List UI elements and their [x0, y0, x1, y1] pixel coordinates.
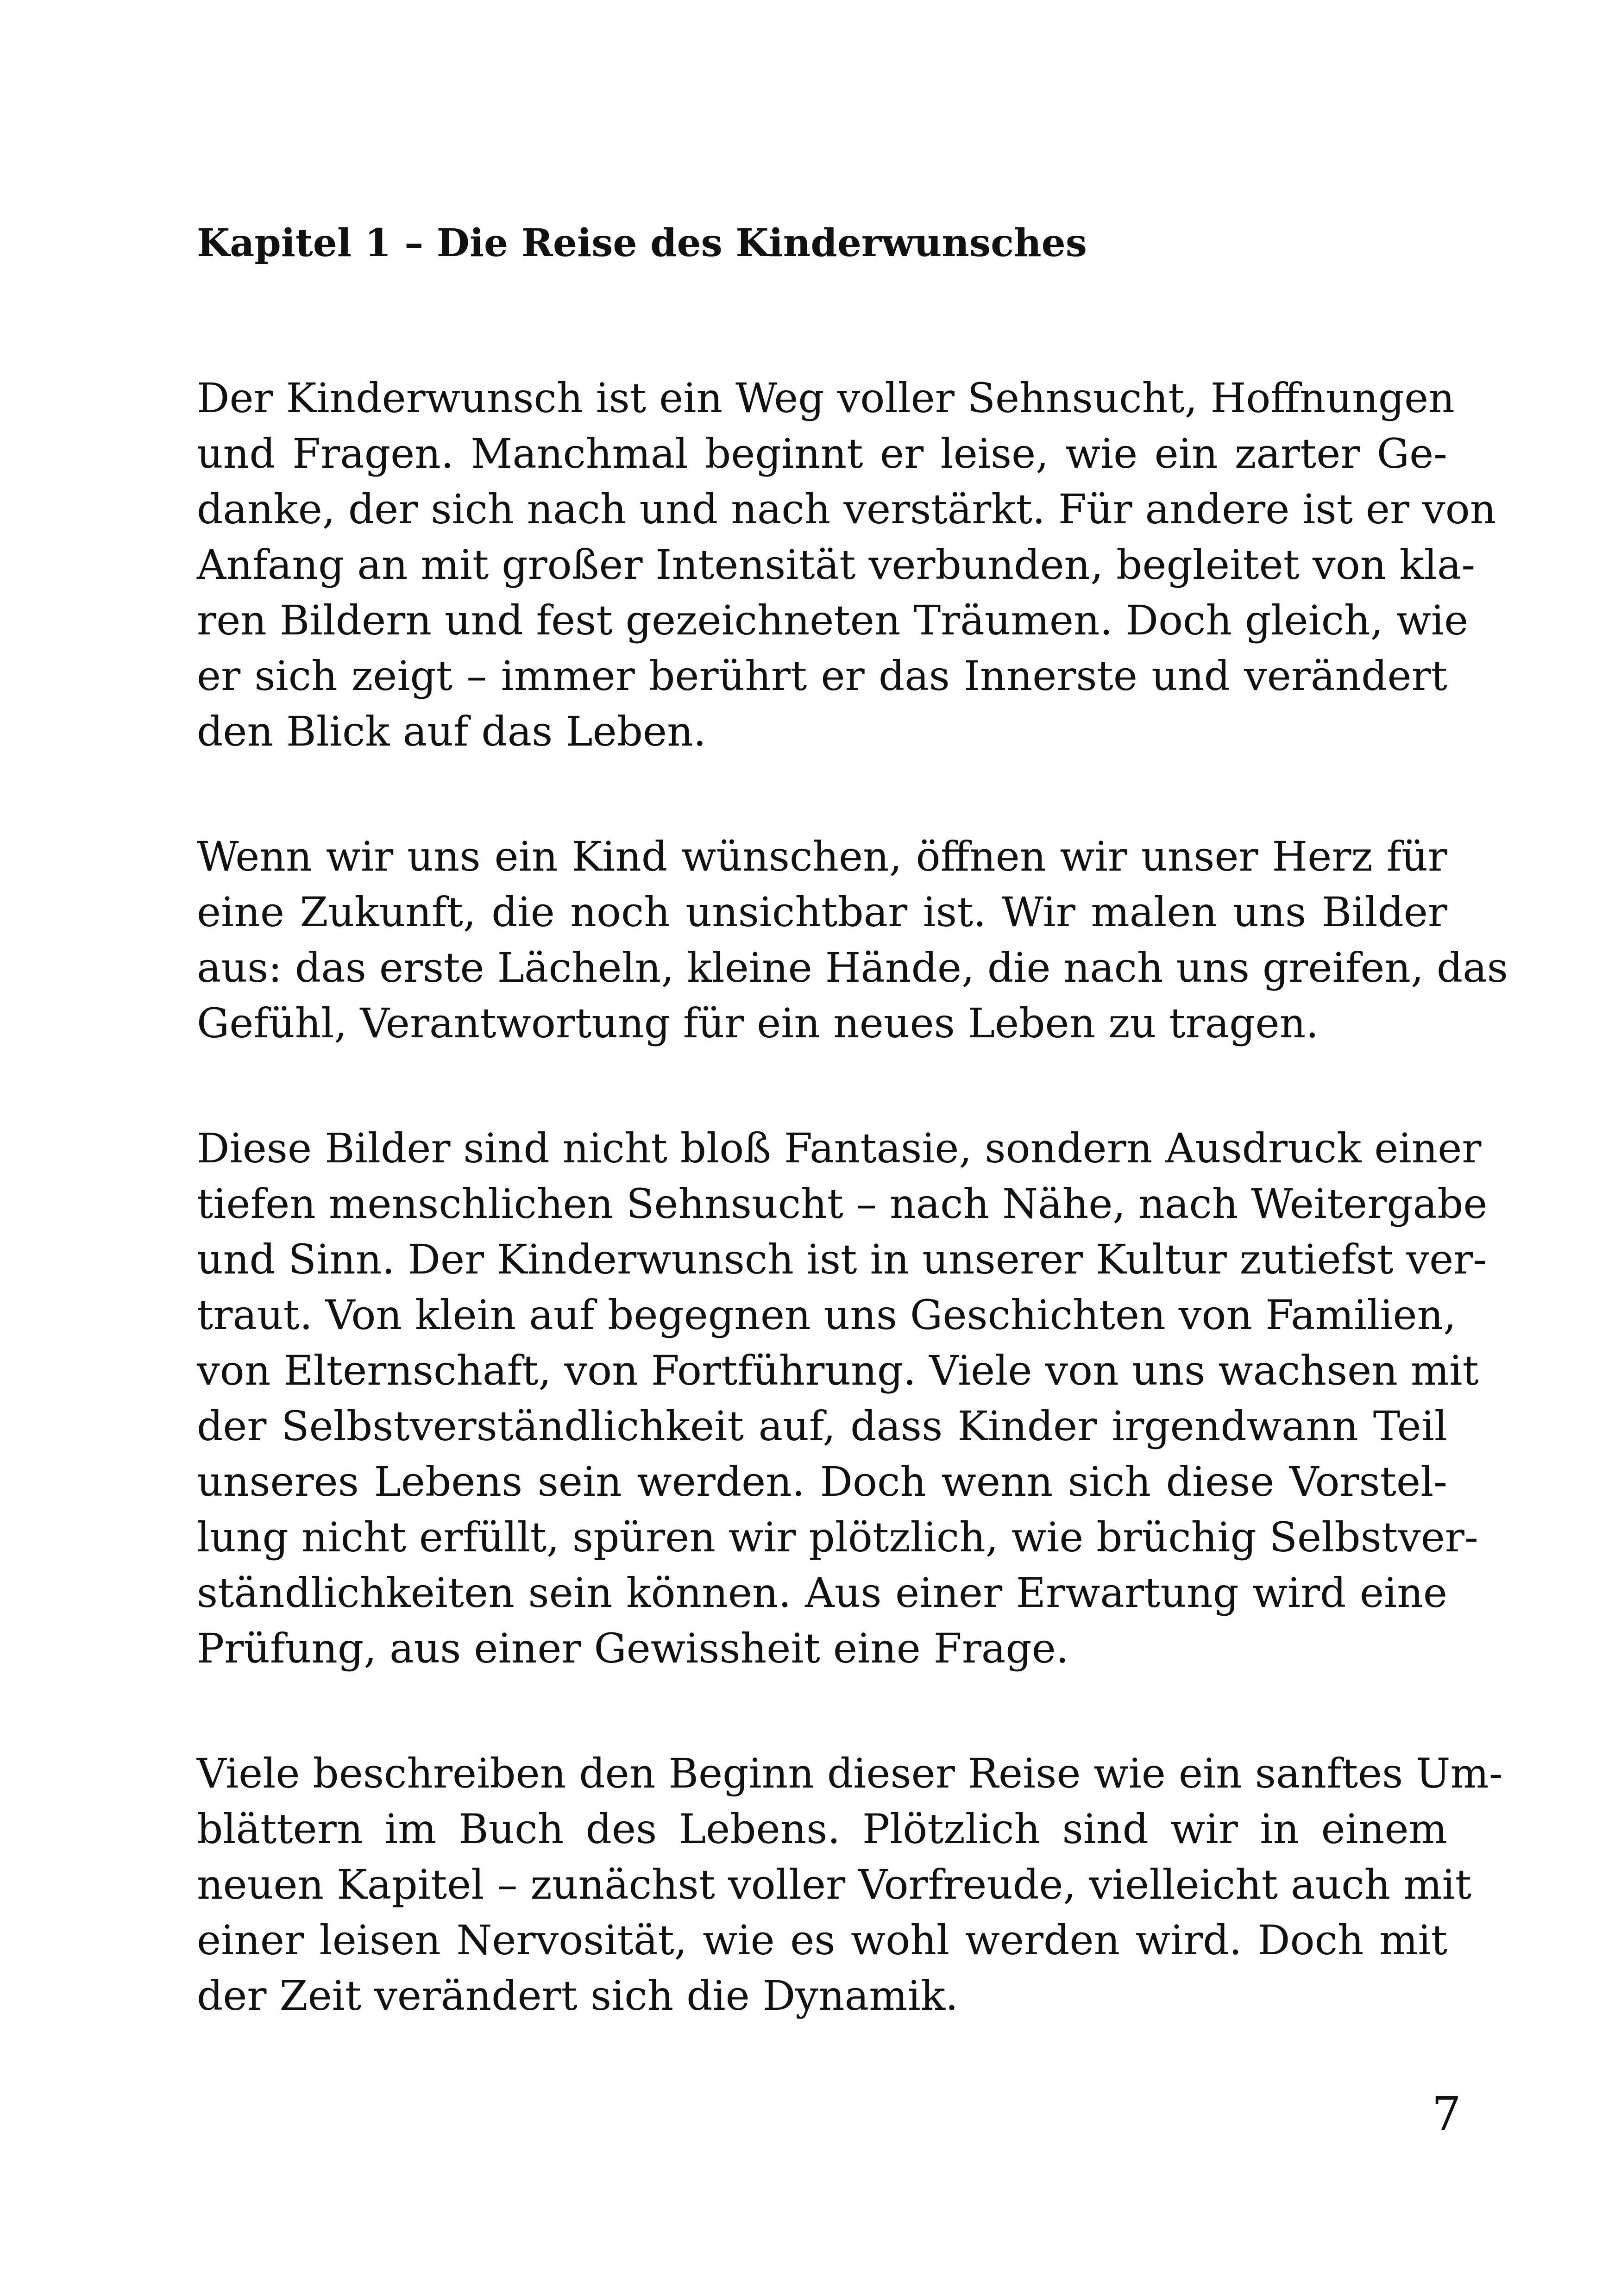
text-line: Anfang an mit großer Intensität verbunden, begleitet von kla- [197, 541, 1476, 589]
text-line: Prüfung, aus einer Gewissheit eine Frage. [197, 1625, 1069, 1672]
body-text [197, 370, 1508, 2024]
text-line: und Fragen. Manchmal beginnt er leise, wie ein zarter Ge- [197, 430, 1447, 477]
paragraph-2 [197, 829, 1508, 1051]
text-line: ständlichkeiten sein können. Aus einer Erwartung wird eine [197, 1569, 1447, 1617]
text-line: neuen Kapitel – zunächst voller Vorfreude, vielleicht auch mit [197, 1861, 1472, 1908]
text-line: der Zeit verändert sich die Dynamik. [197, 1972, 959, 2020]
text-line: blättern im Buch des Lebens. Plötzlich sind wir in einem [197, 1805, 1447, 1853]
page-number: 7 [1432, 2087, 1461, 2141]
text-line: tiefen menschlichen Sehnsucht – nach Nähe, nach Weitergabe [197, 1180, 1488, 1228]
chapter-title: Kapitel 1 – Die Reise des Kinderwunsches [197, 221, 1087, 265]
text-line: Der Kinderwunsch ist ein Weg voller Sehnsucht, Hoffnungen [197, 374, 1455, 422]
text-line: danke, der sich nach und nach verstärkt. Für andere ist er von [197, 485, 1496, 533]
text-line: ren Bildern und fest gezeichneten Träumen. Doch gleich, wie [197, 596, 1469, 644]
text-line: den Blick auf das Leben. [197, 708, 706, 755]
text-line: lung nicht erfüllt, spüren wir plötzlich, wie brüchig Selbstver- [197, 1513, 1478, 1561]
text-line: Viele beschreiben den Beginn dieser Reise wie ein sanftes Um- [197, 1750, 1503, 1797]
text-line: er sich zeigt – immer berührt er das Innerste und verändert [197, 652, 1447, 700]
paragraph-1 [197, 370, 1496, 759]
page-content [197, 218, 1508, 2093]
text-line: einer leisen Nervosität, wie es wohl werden wird. Doch mit [197, 1916, 1447, 1964]
text-line: aus: das erste Lächeln, kleine Hände, die nach uns greifen, das [197, 944, 1508, 991]
text-line: Wenn wir uns ein Kind wünschen, öffnen wir unser Herz für [197, 833, 1447, 880]
text-line: traut. Von klein auf begegnen uns Geschichten von Familien, [197, 1291, 1457, 1339]
text-line: Gefühl, Verantwortung für ein neues Leben zu tragen. [197, 999, 1319, 1047]
text-line: und Sinn. Der Kinderwunsch ist in unserer Kultur zutiefst ver- [197, 1236, 1487, 1283]
paragraph-4 [197, 1746, 1503, 2024]
text-line: eine Zukunft, die noch unsichtbar ist. Wir malen uns Bilder [197, 888, 1447, 936]
text-line: von Elternschaft, von Fortführung. Viele von uns wachsen mit [197, 1347, 1479, 1394]
text-line: Diese Bilder sind nicht bloß Fantasie, sondern Ausdruck einer [197, 1124, 1482, 1172]
text-line: unseres Lebens sein werden. Doch wenn sich diese Vorstel- [197, 1458, 1447, 1506]
paragraph-3 [197, 1121, 1488, 1676]
text-line: der Selbstverständlichkeit auf, dass Kinder irgendwann Teil [197, 1402, 1447, 1450]
